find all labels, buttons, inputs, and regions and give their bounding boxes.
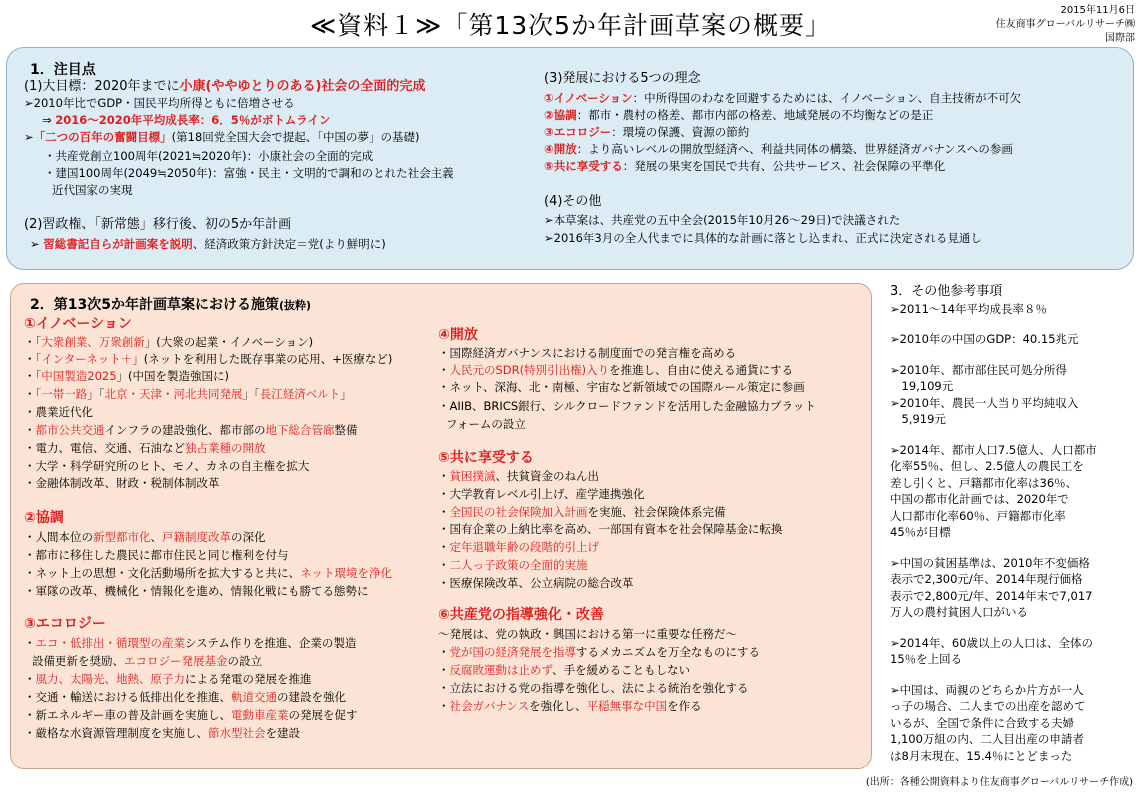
five-principles-heading: (3)発展における5つの理念 [544, 71, 701, 86]
opening-heading: ④開放 [438, 327, 478, 343]
ecology-item-3: ・交通・輸送における低排出化を推進、軌道交通の建設を強化 [24, 690, 346, 704]
source-note: (出所：各種公開資料より住友商事グローバルリサーチ作成) [865, 777, 1133, 788]
innovation-item-7: ・電力、電信、交通、石油など独占業種の開放 [24, 441, 266, 455]
innovation-item-5: ・農業近代化 [24, 405, 93, 419]
party-subtitle: ～発展は、党の執政・興国における第一に重要な任務だ～ [438, 627, 737, 641]
innovation-item-3: ・「中国製造2025」(中国を製造強国に) [24, 369, 230, 383]
innovation-item-1: ・「大衆創業、万衆創新」(大衆の起業・イノベーション) [24, 335, 314, 349]
reference-item: ➢2014年、60歳以上の人口は、全体の 15％を上回る [890, 635, 1094, 666]
coordination-item-3: ・ネット上の思想・文化活動場所を拡大すると共に、ネット環境を浄化 [24, 566, 392, 580]
principle-2: ②協調：都市・農村の格差、都市内部の格差、地域発展の不均衡などの是正 [544, 108, 934, 122]
xi-regime-heading: (2)習政権、「新常態」移行後、初の5か年計画 [24, 217, 292, 232]
goal-point-4: ・共産党創立100周年(2021≒2020年)：小康社会の全面的完成 [44, 149, 374, 163]
coordination-item-2: ・都市に移住した農民に都市住民と同じ権利を付与 [24, 548, 289, 562]
party-item-3: ・立法における党の指導を強化し、法による統治を強化する [438, 681, 749, 695]
goal-line: (1)大目標：2020年までに小康(ややゆとりのある)社会の全面的完成 [24, 79, 426, 94]
section-1-heading: 1．注目点 [30, 62, 96, 78]
department: 国際部 [1105, 33, 1135, 44]
party-item-1: ・党が国の経済発展を指導するメカニズムを万全なものにする [438, 645, 760, 659]
section-3-reference [890, 284, 1130, 778]
sharing-heading: ⑤共に享受する [438, 450, 534, 466]
reference-item: ➢2010年の中国のGDP：40.15兆元 [890, 332, 1079, 346]
sharing-item-5: ・定年退職年齢の段階的引上げ [438, 540, 599, 554]
ecology-item-4: ・新エネルギー車の普及計画を実施し、電動車産業の発展を促す [24, 708, 358, 722]
goal-point-2: ⇒ 2016～2020年平均成長率：6．5％がボトムライン [42, 113, 331, 127]
goal-point-1: ➢2010年比でGDP・国民平均所得ともに倍増させる [24, 96, 295, 110]
ecology-item-1-cont: 設備更新を奨励、エコロジー発展基金の設立 [32, 654, 262, 668]
innovation-item-4: ・「一帯一路」「北京・天津・河北共同発展」「長江経済ベルト」 [24, 387, 352, 401]
document-title: ≪資料１≫「第13次5か年計画草案の概要」 [309, 11, 832, 40]
innovation-item-2: ・「インターネット＋」(ネットを利用した既存事業の応用、+医療など) [24, 352, 393, 366]
reference-item: ➢中国の貧困基準は、2010年不変価格 表示で2,300元/年、2014年現行価格 表示で2,800元/年、2014年末で7,017 万人の農村貧困人口がいる [890, 555, 1093, 619]
opening-item-4-cont: フォームの設立 [446, 417, 526, 431]
principle-5: ⑤共に享受する：発展の果実を国民で共有、公共サービス、社会保障の平準化 [544, 159, 946, 173]
sharing-item-2: ・大学教育レベル引上げ、産学連携強化 [438, 487, 645, 501]
opening-item-3: ・ネット、深海、北・南極、宇宙など新領域での国際ルール策定に参画 [438, 380, 805, 394]
innovation-heading: ①イノベーション [24, 316, 132, 332]
opening-item-2: ・人民元のSDR(特別引出権)入りを推進し、自由に使える通貨にする [438, 363, 794, 377]
coordination-heading: ②協調 [24, 510, 64, 526]
innovation-item-6: ・都市公共交通インフラの建設強化、都市部の地下総合管廊整備 [24, 423, 358, 437]
coordination-item-4: ・軍隊の改革、機械化・情報化を進め、情報化戦にも勝てる態勢に [24, 584, 369, 598]
document-meta [996, 4, 1135, 46]
opening-item-4: ・AIIB、BRICS銀行、シルクロードファンドを活用した金融協力プラット [438, 399, 816, 413]
innovation-item-8: ・大学・科学研究所のヒト、モノ、カネの自主権を拡大 [24, 459, 310, 473]
other-heading: (4)その他 [544, 194, 602, 209]
sharing-item-6: ・二人っ子政策の全面的実施 [438, 558, 588, 572]
coordination-item-1: ・人間本位の新型都市化、戸籍制度改革の深化 [24, 530, 266, 544]
ecology-heading: ③エコロジー [24, 616, 106, 632]
principle-3: ③エコロジー：環境の保護、資源の節約 [544, 125, 750, 139]
sharing-item-1: ・貧困撲滅、扶貧資金のねん出 [438, 469, 599, 483]
goal-point-6: 近代国家の実現 [52, 183, 133, 197]
reference-item: ➢中国は、両親のどちらか片方が一人 っ子の場合、二人までの出産を認めて いるが、全国で条件に合致する夫婦 1,100万組の内、二人目出産の申請者 は8月末現在、15.4％にとどまった [890, 682, 1086, 763]
principle-4: ④開放：より高いレベルの開放型経済へ、利益共同体の構築、世界経済ガバナンスへの参画 [544, 142, 1013, 156]
ecology-item-2: ・風力、太陽光、地熱、原子力による発電の発展を推進 [24, 672, 312, 686]
section-3-heading: 3．その他参考事項 [890, 284, 1003, 299]
party-heading: ⑥共産党の指導強化・改善 [438, 607, 604, 623]
sharing-item-4: ・国有企業の上納比率を高め、一部国有資本を社会保障基金に転換 [438, 522, 783, 536]
xi-regime-point: ➢ 習総書記自らが計画案を説明、経済政策方針決定＝党(より鮮明に) [30, 237, 386, 251]
innovation-item-9: ・金融体制改革、財政・税制体制改革 [24, 476, 220, 490]
opening-item-1: ・国際経済ガバナンスにおける制度面での発言権を高める [438, 346, 737, 360]
goal-point-5: ・建国100周年(2049≒2050年)：富強・民主・文明的で調和のとれた社会主義 [44, 166, 454, 180]
date: 2015年11月6日 [1060, 5, 1135, 16]
sharing-item-3: ・全国民の社会保険加入計画を実施、社会保険体系完備 [438, 505, 726, 519]
goal-point-3: ➢「二つの百年の奮闘目標」(第18回党全国大会で提起、「中国の夢」の基礎) [24, 130, 420, 144]
section-2-heading: 2．第13次5か年計画草案における施策(抜粋) [30, 297, 312, 313]
ecology-item-1: ・エコ・低排出・循環型の産業システム作りを推進、企業の製造 [24, 636, 357, 650]
principle-1: ①イノベーション：中所得国のわなを回避するためには、イノベーション、自主技術が不可欠 [544, 91, 1022, 105]
party-item-4: ・社会ガバナンスを強化し、平穏無事な中国を作る [438, 699, 702, 713]
party-item-2: ・反腐敗運動は止めず、手を緩めることもしない [438, 663, 691, 677]
organization: 住友商事グローバルリサーチ㈱ [995, 19, 1135, 30]
reference-item: ➢2011～14年平均成長率８％ [890, 301, 1048, 316]
sharing-item-7: ・医療保険改革、公立病院の総合改革 [438, 576, 634, 590]
other-point-2: ➢2016年3月の全人代までに具体的な計画に落とし込まれ、正式に決定される見通し [544, 231, 982, 245]
other-point-1: ➢本草案は、共産党の五中全会(2015年10月26～29日)で決議された [544, 213, 901, 227]
reference-item: ➢2014年、都市人口7.5億人、人口都市 化率55％、但し、2.5億人の農民工を 差し引くと、戸籍都市化率は36％、 中国の都市化計画では、2020年で 人口都市化率60％、戸籍都市化率 45％が目標 [890, 442, 1097, 539]
reference-item: ➢2010年、都市部住民可処分所得 19,109元 ➢2010年、農民一人当り平均純収入 5,919元 [890, 362, 1079, 426]
ecology-item-5: ・厳格な水資源管理制度を実施し、節水型社会を建設 [24, 726, 300, 740]
